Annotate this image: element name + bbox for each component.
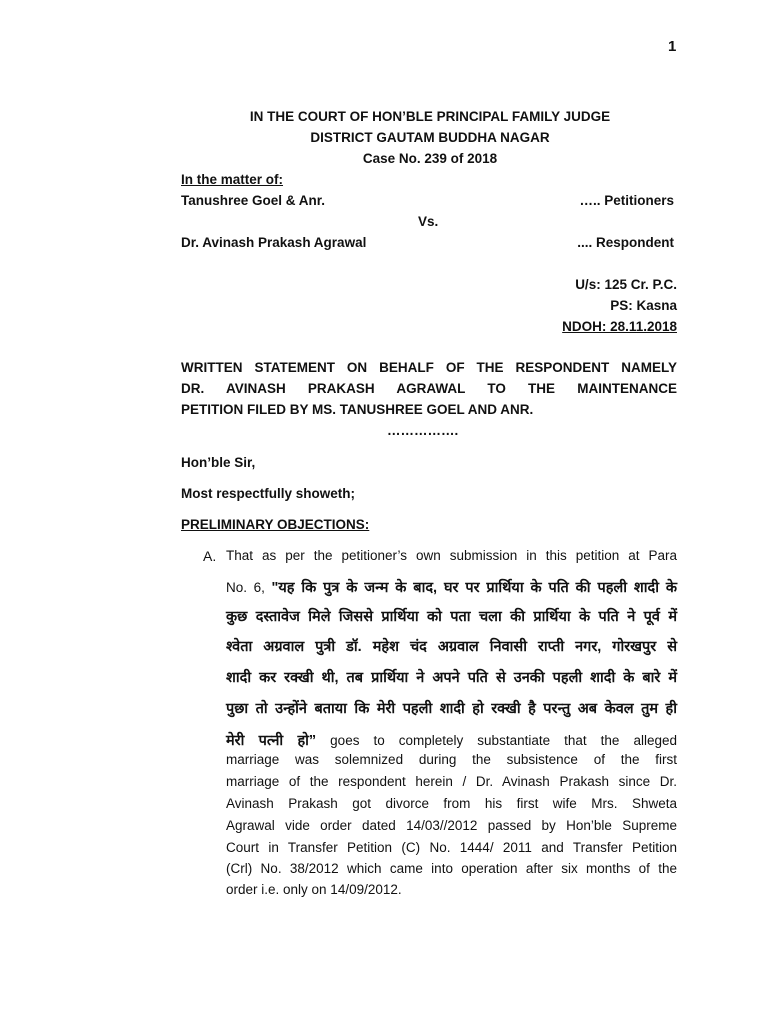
court-heading: IN THE COURT OF HON’BLE PRINCIPAL FAMILY JUDGE xyxy=(249,109,611,124)
case-number: Case No. 239 of 2018 xyxy=(362,151,498,166)
para-a-line-10: Avinash Prakash got divorce from his first wife Mrs. Shweta xyxy=(226,796,677,811)
para-a-line-2 xyxy=(226,577,677,597)
para-a-line-8: marriage was solemnized during the subsistence of the first xyxy=(226,752,677,767)
para-a-line-11: Agrawal vide order dated 14/03//2012 passed by Hon’ble Supreme xyxy=(226,818,677,833)
police-station: PS: Kasna xyxy=(610,298,677,313)
title-line-1: WRITTEN STATEMENT ON BEHALF OF THE RESPONDENT NAMELY xyxy=(181,360,677,375)
matter-label: In the matter of: xyxy=(181,172,284,187)
respondent-name: Dr. Avinash Prakash Agrawal xyxy=(181,235,367,250)
versus-label: Vs. xyxy=(418,214,439,229)
petitioner-role: ….. Petitioners xyxy=(579,193,674,208)
para-a-line-1: That as per the petitioner’s own submission in this petition at Para xyxy=(226,548,677,563)
hindi-quote-line-4: शादी कर रक्खी थी, तब प्रार्थिया ने अपने पति से उनकी पहली शादी के बारे में xyxy=(226,670,677,686)
hindi-quote-line-3: श्वेता अग्रवाल पुत्री डॉ. महेश चंद अग्रवाल निवासी राप्ती नगर, गोरखपुर से xyxy=(226,639,677,655)
respondent-role: .... Respondent xyxy=(577,235,674,250)
district-heading: DISTRICT GAUTAM BUDDHA NAGAR xyxy=(310,130,550,145)
salutation: Hon’ble Sir, xyxy=(181,455,256,470)
para-a-line-14: order i.e. only on 14/09/2012. xyxy=(226,882,402,897)
ndoh-date: NDOH: 28.11.2018 xyxy=(562,319,677,334)
hindi-quote-line-5: पुछा तो उन्होंने बताया कि मेरी पहली शादी हो रक्खी है परन्तु अब केवल तुम ही xyxy=(226,701,677,717)
title-line-2: DR. AVINASH PRAKASH AGRAWAL TO THE MAINTENANCE xyxy=(181,381,677,396)
section-info: U/s: 125 Cr. P.C. xyxy=(575,277,677,292)
para-a-line-13: (Crl) No. 38/2012 which came into operation after six months of the xyxy=(226,861,677,876)
hindi-quote-line-6: मेरी पत्नी हो” xyxy=(226,733,317,749)
para-a-line-7 xyxy=(226,730,677,750)
title-line-3: PETITION FILED BY MS. TANUSHREE GOEL AND ANR. xyxy=(181,402,534,417)
page-number: 1 xyxy=(668,38,677,55)
hindi-quote-line-2: कुछ दस्तावेज मिले जिससे प्रार्थिया को पता चला की प्रार्थिया के पति ने पूर्व में xyxy=(226,609,677,625)
preliminary-objections-heading: PRELIMINARY OBJECTIONS: xyxy=(181,517,370,532)
para-a-line-12: Court in Transfer Petition (C) No. 1444/ 2011 and Transfer Petition xyxy=(226,840,677,855)
petitioner-name: Tanushree Goel & Anr. xyxy=(181,193,326,208)
respectfully-showeth: Most respectfully showeth; xyxy=(181,486,356,501)
separator-dots: ……………. xyxy=(387,423,459,438)
para-a-line-2-prefix: No. 6, xyxy=(226,580,272,595)
para-a-marker: A. xyxy=(203,548,217,564)
para-a-line-9: marriage of the respondent herein / Dr. Avinash Prakash since Dr. xyxy=(226,774,677,789)
para-a-line-7-rest: goes to completely substantiate that the alleged xyxy=(316,733,677,748)
hindi-quote-line-1: "यह कि पुत्र के जन्म के बाद, घर पर प्रार्थिया के पति की पहली शादी के xyxy=(271,580,677,596)
